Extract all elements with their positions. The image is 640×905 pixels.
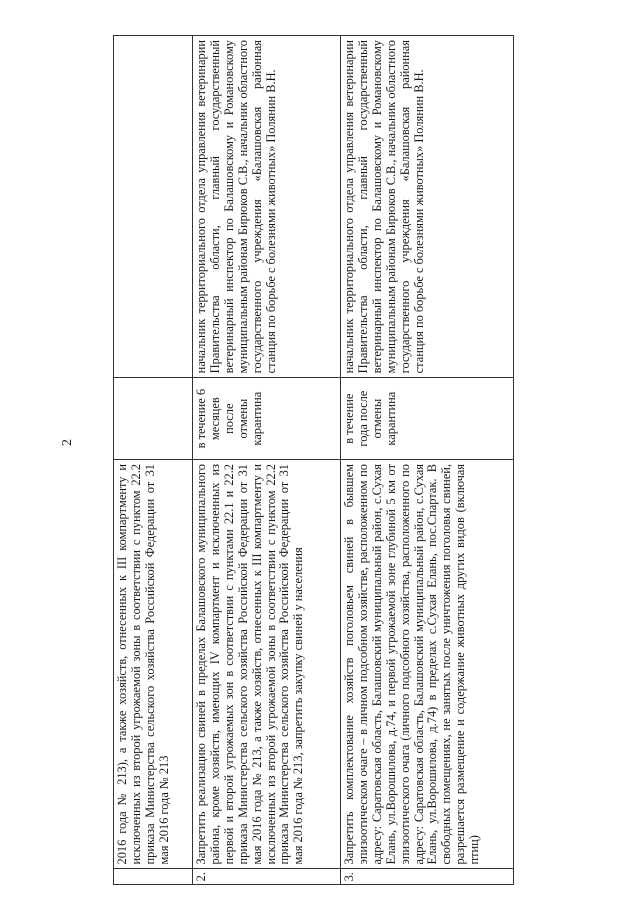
measure-text: Запретить комплектование хозяйств поголовьем свиней в бывшем эпизоотическом очаге – в личном подсобном хозяйстве, расположенном по адресу: Саратовская область, Балашовский муниципальный район, с.Сухая Елань, ул.Ворошилова, д.74, и первой угрожаемой зоне глубиной 5 км от эпизоотического очага (личного подсобного хозяйства, расположенного по адресу: Саратовская область, Балашовский муниципальный район, с.Сухая Елань, ул.Ворошилова, д.74) в пределах с.Сухая Елань, пос.Спартак. В свободных помещениях, не занятых после уничтожения поголовья свиней, разрешается размещение и содержание животных других видов (включая птиц) xyxy=(341,460,514,870)
term-text: в течение года после отмены карантина xyxy=(341,378,514,460)
row-number xyxy=(114,869,193,885)
responsible-text: начальник территориального отдела управления ветеринарии Правительства области, главный государственный ветеринарный инспектор по Балашовскому и Романовскому муниципальным районам Бирюков С.В., начальник областного государственного учреждения «Балашовская районная станция по борьбе с болезнями животных» Полянин В.Н. xyxy=(193,36,341,378)
row-number: 2. xyxy=(193,869,341,885)
term-text xyxy=(114,378,193,460)
measure-text: Запретить реализацию свиней в пределах Балашовского муниципального района, кроме хозяйств, имеющих IV компартмент и исключенных из первой и второй угрожаемых зон в соответствии с пунктами 22.1 и 22.2 приказа Министерства сельского хозяйства Российской Федерации от 31 мая 2016 года № 213, а также хозяйств, отнесенных к III компартменту и исключенных из второй угрожаемой зоны в соответствии с пунктом 22.2 приказа Министерства сельского хозяйства Российской Федерации от 31 мая 2016 года № 213, запретить закупку свиней у населения xyxy=(193,460,341,870)
measures-table xyxy=(113,35,514,885)
responsible-text: начальник территориального отдела управления ветеринарии Правительства области, главный государственный ветеринарный инспектор по Балашовскому и Романовскому муниципальным районам Бирюков С.В., начальник областного государственного учреждения «Балашовская районная станция по борьбе с болезнями животных» Полянин В.Н. xyxy=(341,36,514,378)
table-row xyxy=(193,36,341,885)
term-text: в течение 6 месяцев после отмены карантина xyxy=(193,378,341,460)
responsible-text xyxy=(114,36,193,378)
row-number: 3. xyxy=(341,869,514,885)
measure-text: 2016 года № 213), а также хозяйств, отнесенных к III компартменту и исключенных из второй угрожаемой зоны в соответствии с пунктом 22.2 приказа Министерства сельского хозяйства Российской Федерации от 31 мая 2016 года № 213 xyxy=(114,460,193,870)
page-number: 2 xyxy=(60,439,75,446)
table-row xyxy=(341,36,514,885)
rotated-table-container xyxy=(113,35,513,885)
table-row xyxy=(114,36,193,885)
